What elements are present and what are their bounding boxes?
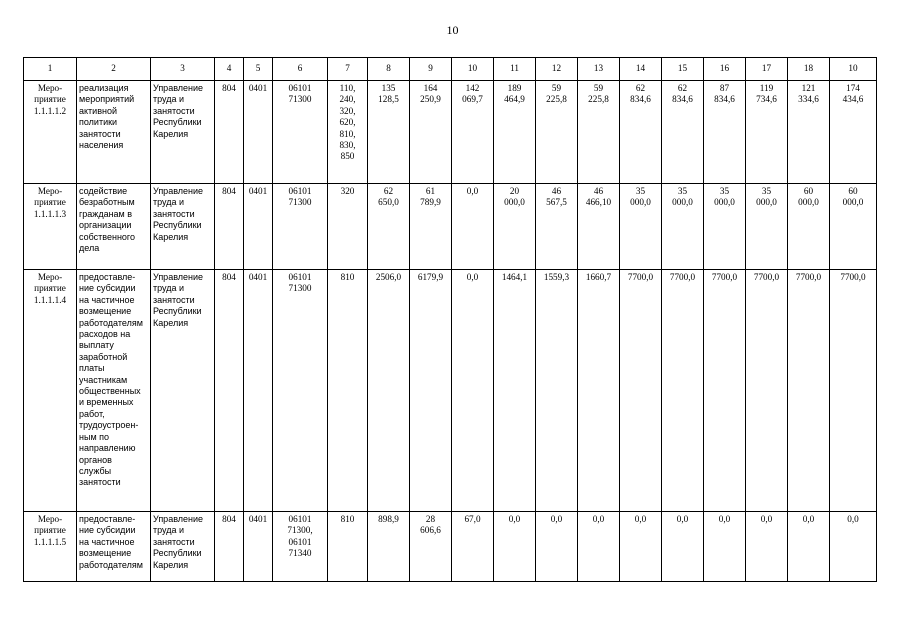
page-number: 10 xyxy=(446,23,459,37)
measure-code-line: 1.1.1.1.3 xyxy=(33,208,67,219)
expense-type-line: 810, xyxy=(339,128,356,139)
amount-cell xyxy=(452,512,494,582)
executor-line: труда и xyxy=(153,197,185,208)
column-header-7: 7 xyxy=(328,58,368,81)
measure-name-line: занятости xyxy=(79,128,121,139)
measure-name-line: на частичное xyxy=(79,294,135,305)
amount-line: 67,0 xyxy=(464,514,481,524)
amount-cell xyxy=(410,512,452,582)
amount-cell xyxy=(368,512,410,582)
measure-name-line: трудоустроен- xyxy=(79,420,139,431)
target-article-line: 06101 xyxy=(288,83,312,93)
executor-line: занятости xyxy=(153,536,195,547)
measure-name-line: ние субсидии xyxy=(79,283,136,294)
measure-name-line: заработной xyxy=(79,351,128,362)
amount-line: 59 xyxy=(593,83,604,93)
amount-cell xyxy=(746,81,788,184)
amount-cell xyxy=(830,270,877,512)
measure-name-cell xyxy=(77,512,151,582)
target-article-line: 71340 xyxy=(288,548,312,559)
amount-cell xyxy=(704,270,746,512)
amount-line: 7700,0 xyxy=(753,272,780,282)
measure-name-cell xyxy=(77,184,151,270)
measure-name-line: службы xyxy=(79,465,112,476)
measure-name-line: органов xyxy=(79,454,112,465)
amount-line: 0,0 xyxy=(847,514,859,524)
amount-line: 434,6 xyxy=(842,94,864,105)
measure-name-line: занятости xyxy=(79,477,121,488)
amount-line: 466,10 xyxy=(585,197,612,208)
amount-line: 0,0 xyxy=(676,514,689,524)
expense-type-line: 620, xyxy=(339,117,356,128)
measure-name-line: ние субсидии xyxy=(79,525,136,536)
section-code-cell: 0401 xyxy=(244,81,273,184)
amount-cell xyxy=(452,270,494,512)
amount-cell xyxy=(410,81,452,184)
column-header-2: 2 xyxy=(77,58,151,81)
amount-cell xyxy=(830,512,877,582)
amount-line: 000,0 xyxy=(672,197,693,208)
amount-cell xyxy=(746,184,788,270)
expense-type-line: 110, xyxy=(339,83,356,93)
amount-cell xyxy=(620,184,662,270)
amount-line: 7700,0 xyxy=(669,272,696,282)
amount-line: 119 xyxy=(759,83,774,93)
measure-code-line: Меро- xyxy=(37,186,63,196)
amount-line: 142 xyxy=(465,83,480,93)
expense-type-cell xyxy=(328,81,368,184)
amount-line: 000,0 xyxy=(714,197,735,208)
column-header-19: 10 xyxy=(830,58,877,81)
column-header-18: 18 xyxy=(788,58,830,81)
expense-type-line: 810 xyxy=(340,514,355,524)
amount-cell xyxy=(578,270,620,512)
measure-name-line: активной xyxy=(79,105,117,116)
amount-line: 6179,9 xyxy=(417,272,444,282)
target-article-cell xyxy=(273,270,328,512)
amount-line: 0,0 xyxy=(550,514,563,524)
amount-line: 62 xyxy=(677,83,688,93)
amount-line: 789,9 xyxy=(420,197,441,208)
measure-code-line: приятие xyxy=(34,283,66,294)
column-header-14: 14 xyxy=(620,58,662,81)
measure-code-line: приятие xyxy=(34,94,66,105)
amount-line: 225,8 xyxy=(588,94,609,105)
measure-name-line: расходов на xyxy=(79,329,131,340)
measure-name-line: содействие xyxy=(79,186,128,196)
amount-line: 606,6 xyxy=(420,525,441,536)
amount-cell xyxy=(536,81,578,184)
executor-line: труда и xyxy=(153,525,185,536)
measure-name-line: политики xyxy=(79,117,118,128)
executor-cell xyxy=(151,270,215,512)
amount-line: 62 xyxy=(383,186,394,196)
amount-line: 60 xyxy=(848,186,858,196)
target-article-line: 06101 xyxy=(288,514,312,524)
measure-code-line: Меро- xyxy=(37,83,63,93)
measure-name-line: на частичное xyxy=(79,536,135,547)
measure-name-line: возмещение xyxy=(79,548,132,559)
amount-line: 0,0 xyxy=(466,186,479,196)
expense-type-line: 240, xyxy=(339,94,356,105)
measure-code-line: 1.1.1.1.5 xyxy=(33,536,67,547)
amount-cell xyxy=(494,270,536,512)
target-article-line: 71300, xyxy=(287,525,313,536)
measure-code-cell xyxy=(24,184,77,270)
amount-line: 000,0 xyxy=(756,197,777,208)
amount-cell xyxy=(410,184,452,270)
expense-type-line: 320, xyxy=(339,105,356,116)
amount-line: 0,0 xyxy=(802,514,815,524)
executor-line: Карелия xyxy=(153,128,189,139)
amount-line: 000,0 xyxy=(842,197,864,208)
amount-line: 7700,0 xyxy=(840,272,866,282)
executor-line: Республики xyxy=(153,548,202,559)
amount-cell xyxy=(788,184,830,270)
measure-name-line: предоставле- xyxy=(79,272,136,282)
amount-line: 189 xyxy=(507,83,522,93)
amount-line: 2506,0 xyxy=(375,272,402,282)
amount-cell xyxy=(704,81,746,184)
amount-line: 334,6 xyxy=(798,94,819,105)
column-header-6: 6 xyxy=(273,58,328,81)
measure-name-line: реализация xyxy=(79,83,129,93)
amount-line: 46 xyxy=(551,186,562,196)
executor-line: занятости xyxy=(153,208,195,219)
column-header-8: 8 xyxy=(368,58,410,81)
amount-cell xyxy=(746,512,788,582)
amount-line: 7700,0 xyxy=(627,272,654,282)
amount-line: 898,9 xyxy=(378,514,399,524)
amount-line: 121 xyxy=(801,83,816,93)
executor-line: Управление xyxy=(153,272,204,282)
amount-cell xyxy=(368,81,410,184)
executor-line: труда и xyxy=(153,283,185,294)
amount-cell xyxy=(662,512,704,582)
amount-line: 164 xyxy=(423,83,438,93)
amount-line: 35 xyxy=(677,186,688,196)
amount-line: 250,9 xyxy=(420,94,441,105)
executor-line: Республики xyxy=(153,117,202,128)
amount-line: 000,0 xyxy=(630,197,651,208)
column-header-17: 17 xyxy=(746,58,788,81)
amount-cell xyxy=(704,184,746,270)
measure-name-line: платы xyxy=(79,363,105,374)
executor-line: Карелия xyxy=(153,317,189,328)
amount-cell xyxy=(620,512,662,582)
amount-line: 46 xyxy=(593,186,604,196)
column-header-10: 10 xyxy=(452,58,494,81)
amount-line: 35 xyxy=(719,186,730,196)
amount-line: 20 xyxy=(509,186,520,196)
column-header-13: 13 xyxy=(578,58,620,81)
column-header-16: 16 xyxy=(704,58,746,81)
amount-line: 834,6 xyxy=(630,94,651,105)
expense-type-line: 320 xyxy=(340,186,355,196)
amount-cell xyxy=(536,270,578,512)
amount-line: 174 xyxy=(846,83,860,93)
amount-line: 225,8 xyxy=(546,94,567,105)
amount-line: 35 xyxy=(635,186,646,196)
amount-line: 650,0 xyxy=(378,197,399,208)
amount-line: 0,0 xyxy=(718,514,731,524)
amount-cell xyxy=(452,184,494,270)
target-article-line: 71300 xyxy=(288,283,312,294)
measure-code-cell xyxy=(24,81,77,184)
executor-line: Республики xyxy=(153,306,202,317)
amount-line: 1660,7 xyxy=(585,272,612,282)
amount-line: 60 xyxy=(803,186,814,196)
table-row xyxy=(24,184,877,270)
amount-line: 834,6 xyxy=(672,94,693,105)
amount-cell xyxy=(578,184,620,270)
executor-line: Карелия xyxy=(153,231,189,242)
measure-name-line: предоставле- xyxy=(79,514,136,524)
amount-cell xyxy=(536,512,578,582)
measure-code-line: 1.1.1.1.4 xyxy=(33,294,67,305)
target-article-line: 06101 xyxy=(288,536,312,547)
amount-cell xyxy=(536,184,578,270)
expense-type-line: 850 xyxy=(340,151,355,162)
amount-cell xyxy=(662,270,704,512)
executor-line: Карелия xyxy=(153,559,189,570)
measure-code-cell xyxy=(24,270,77,512)
table-row xyxy=(24,270,877,512)
column-header-12: 12 xyxy=(536,58,578,81)
amount-cell xyxy=(830,184,877,270)
measure-code-line: Меро- xyxy=(37,272,63,282)
executor-line: занятости xyxy=(153,294,195,305)
target-article-line: 06101 xyxy=(288,272,312,282)
budget-table xyxy=(23,57,877,582)
ministry-code-cell: 804 xyxy=(215,270,244,512)
amount-line: 834,6 xyxy=(714,94,735,105)
expense-type-line: 810 xyxy=(340,272,355,282)
table-row xyxy=(24,81,877,184)
measure-code-cell xyxy=(24,512,77,582)
amount-cell xyxy=(410,270,452,512)
amount-cell xyxy=(620,81,662,184)
measure-name-line: дела xyxy=(79,243,100,254)
ministry-code-cell: 804 xyxy=(215,81,244,184)
executor-cell xyxy=(151,512,215,582)
column-header-15: 15 xyxy=(662,58,704,81)
target-article-cell xyxy=(273,512,328,582)
measure-name-line: работодателям xyxy=(79,559,143,570)
ministry-code-cell: 804 xyxy=(215,184,244,270)
target-article-line: 71300 xyxy=(288,94,312,105)
measure-name-line: гражданам в xyxy=(79,208,133,219)
executor-line: Управление xyxy=(153,514,204,524)
amount-line: 1464,1 xyxy=(501,272,528,282)
executor-cell xyxy=(151,81,215,184)
amount-line: 000,0 xyxy=(798,197,819,208)
measure-name-line: общественных xyxy=(79,386,141,397)
measure-name-line: организации xyxy=(79,220,132,231)
amount-cell xyxy=(788,81,830,184)
amount-line: 000,0 xyxy=(504,197,525,208)
measure-code-line: приятие xyxy=(34,197,66,208)
section-code-cell: 0401 xyxy=(244,270,273,512)
measure-name-line: ным по xyxy=(79,431,110,442)
amount-line: 128,5 xyxy=(378,94,399,105)
amount-cell xyxy=(788,512,830,582)
amount-cell xyxy=(578,81,620,184)
amount-line: 7700,0 xyxy=(795,272,822,282)
amount-cell xyxy=(494,184,536,270)
amount-line: 0,0 xyxy=(466,272,479,282)
amount-line: 35 xyxy=(761,186,772,196)
executor-cell xyxy=(151,184,215,270)
executor-line: Управление xyxy=(153,83,204,93)
amount-line: 0,0 xyxy=(508,514,521,524)
measure-name-line: мероприятий xyxy=(79,94,135,105)
measure-code-line: приятие xyxy=(34,525,66,536)
amount-cell xyxy=(494,81,536,184)
measure-code-line: 1.1.1.1.2 xyxy=(33,105,67,116)
amount-line: 7700,0 xyxy=(711,272,738,282)
executor-line: Республики xyxy=(153,220,202,231)
measure-name-line: и временных xyxy=(79,397,134,408)
amount-line: 28 xyxy=(425,514,436,524)
measure-name-line: работодателям xyxy=(79,317,143,328)
measure-name-line: собственного xyxy=(79,231,136,242)
measure-name-cell xyxy=(77,81,151,184)
section-code-cell: 0401 xyxy=(244,184,273,270)
amount-line: 567,5 xyxy=(546,197,567,208)
measure-name-cell xyxy=(77,270,151,512)
measure-name-line: безработным xyxy=(79,197,135,208)
target-article-line: 71300 xyxy=(288,197,312,208)
amount-line: 135 xyxy=(381,83,396,93)
amount-line: 069,7 xyxy=(462,94,483,105)
target-article-cell xyxy=(273,184,328,270)
amount-line: 62 xyxy=(635,83,646,93)
amount-line: 61 xyxy=(425,186,436,196)
measure-name-line: выплату xyxy=(79,340,114,351)
column-header-3: 3 xyxy=(151,58,215,81)
amount-cell xyxy=(662,184,704,270)
expense-type-line: 830, xyxy=(339,140,356,151)
executor-line: занятости xyxy=(153,105,195,116)
expense-type-cell xyxy=(328,512,368,582)
amount-cell xyxy=(788,270,830,512)
column-header-9: 9 xyxy=(410,58,452,81)
amount-line: 0,0 xyxy=(592,514,605,524)
table-row xyxy=(24,512,877,582)
measure-name-line: работ, xyxy=(79,408,105,419)
executor-line: труда и xyxy=(153,94,185,105)
ministry-code-cell: 804 xyxy=(215,512,244,582)
measure-name-line: возмещение xyxy=(79,306,132,317)
amount-line: 464,9 xyxy=(504,94,525,105)
measure-name-line: участникам xyxy=(79,374,128,385)
amount-cell xyxy=(620,270,662,512)
column-header-5: 5 xyxy=(244,58,273,81)
executor-line: Управление xyxy=(153,186,204,196)
amount-cell xyxy=(368,184,410,270)
measure-name-line: населения xyxy=(79,140,124,151)
amount-line: 1559,3 xyxy=(543,272,570,282)
section-code-cell: 0401 xyxy=(244,512,273,582)
amount-cell xyxy=(494,512,536,582)
target-article-cell xyxy=(273,81,328,184)
amount-cell xyxy=(830,81,877,184)
expense-type-cell xyxy=(328,184,368,270)
column-header-1: 1 xyxy=(24,58,77,81)
amount-cell xyxy=(368,270,410,512)
measure-name-line: направлению xyxy=(79,443,136,454)
amount-line: 734,6 xyxy=(756,94,777,105)
amount-cell xyxy=(746,270,788,512)
amount-line: 0,0 xyxy=(634,514,647,524)
target-article-line: 06101 xyxy=(288,186,312,196)
amount-line: 59 xyxy=(551,83,562,93)
expense-type-cell xyxy=(328,270,368,512)
header-row xyxy=(24,58,877,81)
amount-line: 0,0 xyxy=(760,514,773,524)
amount-cell xyxy=(452,81,494,184)
amount-line: 87 xyxy=(719,83,730,93)
amount-cell xyxy=(662,81,704,184)
amount-cell xyxy=(704,512,746,582)
column-header-4: 4 xyxy=(215,58,244,81)
measure-code-line: Меро- xyxy=(37,514,63,524)
column-header-11: 11 xyxy=(494,58,536,81)
amount-cell xyxy=(578,512,620,582)
